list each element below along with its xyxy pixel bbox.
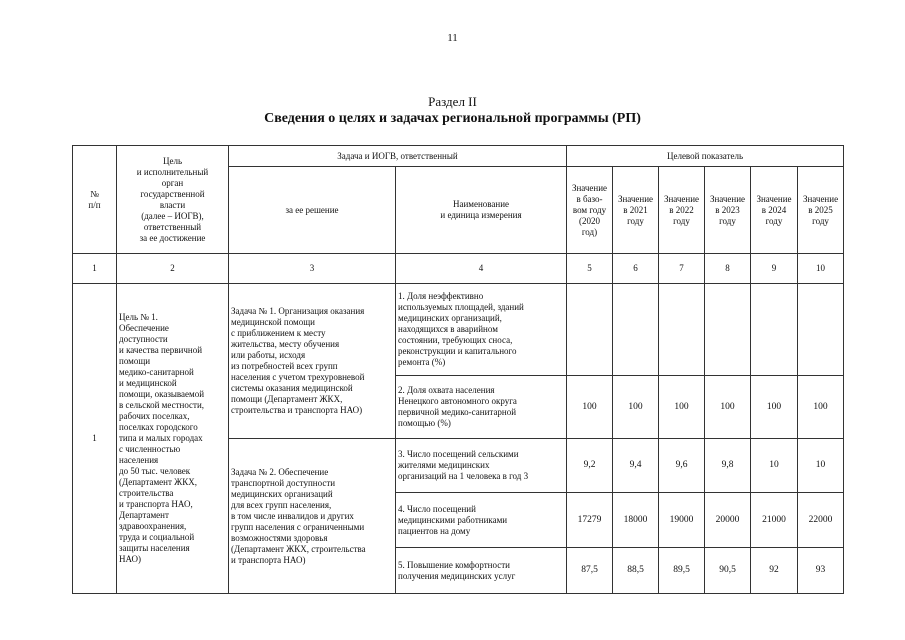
col-number: 9 — [751, 254, 798, 284]
indicator-value: 89,5 — [659, 548, 705, 594]
indicator-value: 9,6 — [659, 439, 705, 493]
header-year-2021: Значение в 2021 году — [613, 167, 659, 254]
indicator-value — [705, 284, 751, 376]
header-year-2024: Значение в 2024 году — [751, 167, 798, 254]
col-number: 5 — [567, 254, 613, 284]
indicator-value: 20000 — [705, 493, 751, 548]
col-number: 2 — [117, 254, 229, 284]
col-number: 4 — [396, 254, 567, 284]
goals-table — [72, 145, 844, 594]
indicator-value: 93 — [798, 548, 844, 594]
header-goal: Цель и исполнительный орган государственной власти (далее – ИОГВ), ответственный за ее достижение — [117, 146, 229, 254]
indicator-name: 1. Доля неэффективно используемых площадей, зданий медицинских организаций, находящихся в аварийном состоянии, требующих сноса, реконструкции и капитального ремонта (%) — [396, 284, 567, 376]
indicator-value — [567, 284, 613, 376]
section-heading: Раздел II — [428, 94, 477, 109]
indicator-value: 100 — [751, 376, 798, 439]
header-num: № п/п — [73, 146, 117, 254]
indicator-value — [798, 284, 844, 376]
goal-text: Цель № 1. Обеспечение доступности и качества первичной помощи медико-санитарной и медицинской помощи, оказываемой в сельской местности, рабочих поселках, поселках городского типа и малых городах с численностью населения до 50 тыс. человек (Департамент ЖКХ, строительства и транспорта НАО, Департамент здравоохранения, труда и социальной защиты населения НАО) — [117, 284, 229, 594]
indicator-value: 9,8 — [705, 439, 751, 493]
indicator-value: 92 — [751, 548, 798, 594]
indicator-value: 22000 — [798, 493, 844, 548]
indicator-value: 10 — [798, 439, 844, 493]
indicator-name: 2. Доля охвата населения Ненецкого автономного округа первичной медико-санитарной помощью (%) — [396, 376, 567, 439]
indicator-name: 3. Число посещений сельскими жителями медицинских организаций на 1 человека в год 3 — [396, 439, 567, 493]
indicator-value: 87,5 — [567, 548, 613, 594]
header-year-2020: Значение в базо- вом году (2020 год) — [567, 167, 613, 254]
indicator-value: 10 — [751, 439, 798, 493]
col-number: 10 — [798, 254, 844, 284]
indicator-value: 100 — [567, 376, 613, 439]
indicator-value — [751, 284, 798, 376]
col-number: 6 — [613, 254, 659, 284]
indicator-name: 5. Повышение комфортности получения медицинских услуг — [396, 548, 567, 594]
indicator-value: 100 — [613, 376, 659, 439]
indicator-value: 9,4 — [613, 439, 659, 493]
indicator-value: 88,5 — [613, 548, 659, 594]
indicator-value: 100 — [798, 376, 844, 439]
indicator-value: 19000 — [659, 493, 705, 548]
task-1: Задача № 1. Организация оказания медицинской помощи с приближением к месту жительства, месту обучения или работы, исходя из потребностей всех групп населения с учетом трехуровневой системы оказания медицинской помощи (Департамент ЖКХ, строительства и транспорта НАО) — [229, 284, 396, 439]
col-number: 8 — [705, 254, 751, 284]
col-number: 1 — [73, 254, 117, 284]
header-year-2025: Значение в 2025 году — [798, 167, 844, 254]
header-year-2023: Значение в 2023 году — [705, 167, 751, 254]
indicator-value: 100 — [705, 376, 751, 439]
task-2: Задача № 2. Обеспечение транспортной доступности медицинских организаций для всех групп населения, в том числе инвалидов и других групп населения с ограниченными возможностями здоровья (Департамент ЖКХ, строительства и транспорта НАО) — [229, 439, 396, 594]
header-indicator: Наименование и единица измерения — [396, 167, 567, 254]
indicator-value — [659, 284, 705, 376]
indicator-name: 4. Число посещений медицинскими работниками пациентов на дому — [396, 493, 567, 548]
header-target-group: Целевой показатель — [567, 146, 844, 167]
indicator-value: 17279 — [567, 493, 613, 548]
header-year-2022: Значение в 2022 году — [659, 167, 705, 254]
indicator-value: 90,5 — [705, 548, 751, 594]
header-task: за ее решение — [229, 167, 396, 254]
indicator-value: 18000 — [613, 493, 659, 548]
page-number: 11 — [447, 32, 458, 44]
header-task-group: Задача и ИОГВ, ответственный — [229, 146, 567, 167]
indicator-value: 9,2 — [567, 439, 613, 493]
indicator-value: 21000 — [751, 493, 798, 548]
row-number: 1 — [73, 284, 117, 594]
document-title: Сведения о целях и задачах региональной программы (РП) — [264, 111, 641, 126]
col-number: 3 — [229, 254, 396, 284]
col-number: 7 — [659, 254, 705, 284]
indicator-value — [613, 284, 659, 376]
indicator-value: 100 — [659, 376, 705, 439]
